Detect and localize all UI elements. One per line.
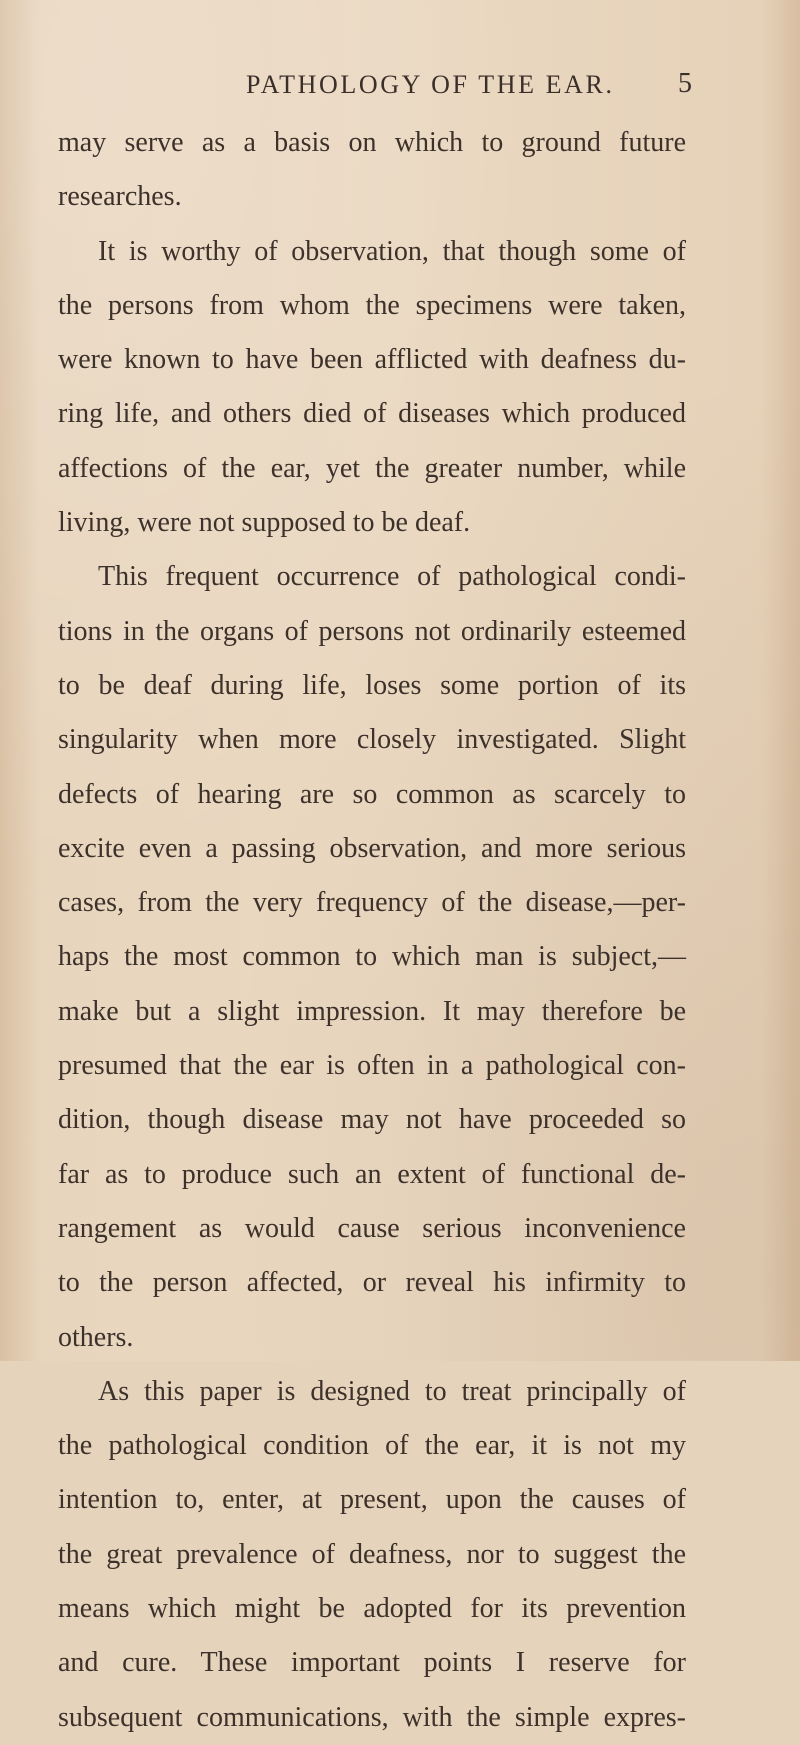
text-line: the great prevalence of deafness, nor to suggest the [58,1538,686,1570]
text-line: singularity when more closely investigated. Slight [58,724,686,756]
text-line: make but a slight impression. It may therefore be [58,995,686,1027]
text-line: rangement as would cause serious inconvenience [58,1212,686,1244]
text-line: may serve as a basis on which to ground future [58,127,686,158]
text-line: researches. [58,181,182,213]
running-head [0,64,800,104]
text-line: excite even a passing observation, and more serious [58,832,686,864]
text-line: others. [58,1321,134,1353]
text-line: It is worthy of observation, that though some of [98,235,686,267]
text-line: the pathological condition of the ear, it is not my [58,1430,686,1462]
running-head-title: PATHOLOGY OF THE EAR. [246,70,615,99]
text-line: living, were not supposed to be deaf. [58,507,471,539]
text-line: far as to produce such an extent of functional de- [58,1158,686,1190]
text-line: were known to have been afflicted with deafness du- [58,344,686,376]
text-line: dition, though disease may not have proceeded so [58,1104,686,1136]
text-line: to be deaf during life, loses some portion of its [58,669,686,701]
page-number: 5 [678,68,692,99]
text-line: means which might be adopted for its prevention [58,1593,686,1625]
text-line: As this paper is designed to treat principally of [98,1375,686,1407]
text-line: subsequent communications, with the simple expres- [58,1701,686,1733]
text-line: cases, from the very frequency of the disease,—per- [58,887,686,919]
text-line: affections of the ear, yet the greater number, while [58,452,686,484]
text-line: intention to, enter, at present, upon the causes of [58,1484,686,1516]
text-line: ring life, and others died of diseases which produced [58,398,686,430]
text-line: haps the most common to which man is subject,— [58,941,686,973]
text-line: presumed that the ear is often in a pathological con- [58,1050,686,1082]
text-line: tions in the organs of persons not ordinarily esteemed [58,615,686,647]
text-line: This frequent occurrence of pathological condi- [98,561,686,593]
text-line: the persons from whom the specimens were taken, [58,289,686,321]
text-line: to the person affected, or reveal his infirmity to [58,1267,686,1299]
text-line: defects of hearing are so common as scarcely to [58,778,686,810]
text-line: and cure. These important points I reserve for [58,1647,686,1679]
body-text [58,116,686,1745]
